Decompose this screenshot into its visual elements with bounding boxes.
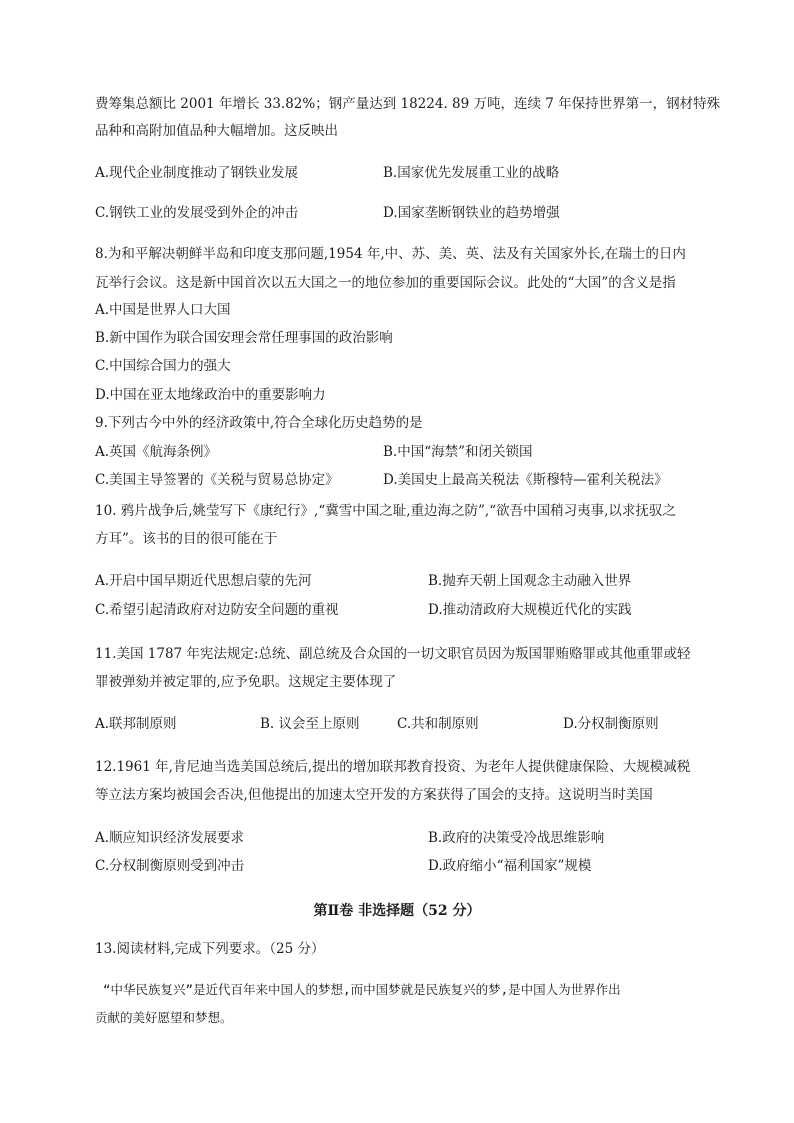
q12-stem-line1: 12.1961 年,肯尼迪当选美国总统后,提出的增加联邦教育投资、为老年人提供健康保险、大规模减税 <box>95 759 691 775</box>
q12-option-b: B.政府的决策受冷战思维影响 <box>428 830 605 846</box>
q12-option-c: C.分权制衡原则受到冲击 <box>95 858 245 874</box>
q8-stem-line2: 瓦举行会议。这是新中国首次以五大国之一的地位参加的重要国际会议。此处的“大国”的含义是指 <box>95 275 676 291</box>
q7-stem-line1: 费筹集总额比 2001 年增长 33.82%；钢产量达到 18224. 89 万吨，连续 7 年保持世界第一，钢材特殊 <box>95 96 721 112</box>
q9-option-b: B.中国“海禁”和闭关锁国 <box>383 444 533 460</box>
q7-option-b: B.国家优先发展重工业的战略 <box>383 165 560 181</box>
q7-option-a: A.现代企业制度推动了钢铁业发展 <box>95 165 299 181</box>
q13-stem: 13.阅读材料,完成下列要求。（25 分） <box>95 941 325 957</box>
q10-option-a: A.开启中国早期近代思想启蒙的先河 <box>95 573 312 589</box>
q12-option-a: A.顺应知识经济发展要求 <box>95 830 245 846</box>
q7-option-c: C.钢铁工业的发展受到外企的冲击 <box>95 205 299 221</box>
q9-option-a: A.英国《航海条例》 <box>95 444 218 460</box>
section-title: 第Ⅱ卷 非选择题（52 分） <box>313 903 481 919</box>
q8-stem-line1: 8.为和平解决朝鲜半岛和印度支那问题,1954 年,中、苏、美、英、法及有关国家外长,在瑞士的日内 <box>95 246 686 262</box>
q8-option-b: B.新中国作为联合国安理会常任理事国的政治影响 <box>95 330 393 346</box>
q11-option-b: B. 议会至上原则 <box>260 716 360 732</box>
q7-option-d: D.国家垄断钢铁业的趋势增强 <box>383 205 560 221</box>
q9-option-d: D.美国史上最高关税法《斯穆特—霍利关税法》 <box>383 472 668 488</box>
q12-option-d: D.政府缩小“福利国家”规模 <box>428 858 592 874</box>
q11-option-a: A.联邦制原则 <box>95 716 177 732</box>
q9-option-c: C.美国主导签署的《关税与贸易总协定》 <box>95 472 339 488</box>
q11-option-c: C.共和制原则 <box>397 716 479 732</box>
q13-material-line1: “中华民族复兴”是近代百年来中国人的梦想,而中国梦就是民族复兴的梦,是中国人为世界作出 <box>103 982 621 997</box>
q8-option-c: C.中国综合国力的强大 <box>95 358 231 374</box>
q8-option-a: A.中国是世界人口大国 <box>95 302 231 318</box>
q13-material-line2: 贡献的美好愿望和梦想。 <box>95 1010 233 1025</box>
q7-stem-line2: 品种和高附加值品种大幅增加。这反映出 <box>95 123 338 139</box>
q11-stem-line1: 11.美国 1787 年宪法规定:总统、副总统及合众国的一切文职官员因为叛国罪贿赂罪或其他重罪或轻 <box>95 646 691 662</box>
q10-option-d: D.推动清政府大规模近代化的实践 <box>428 602 632 618</box>
q9-stem-line1: 9.下列古今中外的经济政策中,符合全球化历史趋势的是 <box>95 415 423 431</box>
q10-option-b: B.抛弃天朝上国观念主动融入世界 <box>428 573 632 589</box>
q12-stem-line2: 等立法方案均被国会否决,但他提出的加速太空开发的方案获得了国会的支持。这说明当时美国 <box>95 787 653 803</box>
q11-option-d: D.分权制衡原则 <box>563 716 659 732</box>
q8-option-d: D.中国在亚太地缘政治中的重要影响力 <box>95 387 326 403</box>
q10-stem-line1: 10. 鸦片战争后,姚莹写下《康纪行》,“冀雪中国之耻,重边海之防”,“欲吾中国稍习夷事,以求抚驭之 <box>95 503 676 519</box>
q11-stem-line2: 罪被弹劾并被定罪的,应予免职。这规定主要体现了 <box>95 674 397 690</box>
q10-stem-line2: 方耳”。该书的目的很可能在于 <box>95 531 278 547</box>
q10-option-c: C.希望引起清政府对边防安全问题的重视 <box>95 602 339 618</box>
